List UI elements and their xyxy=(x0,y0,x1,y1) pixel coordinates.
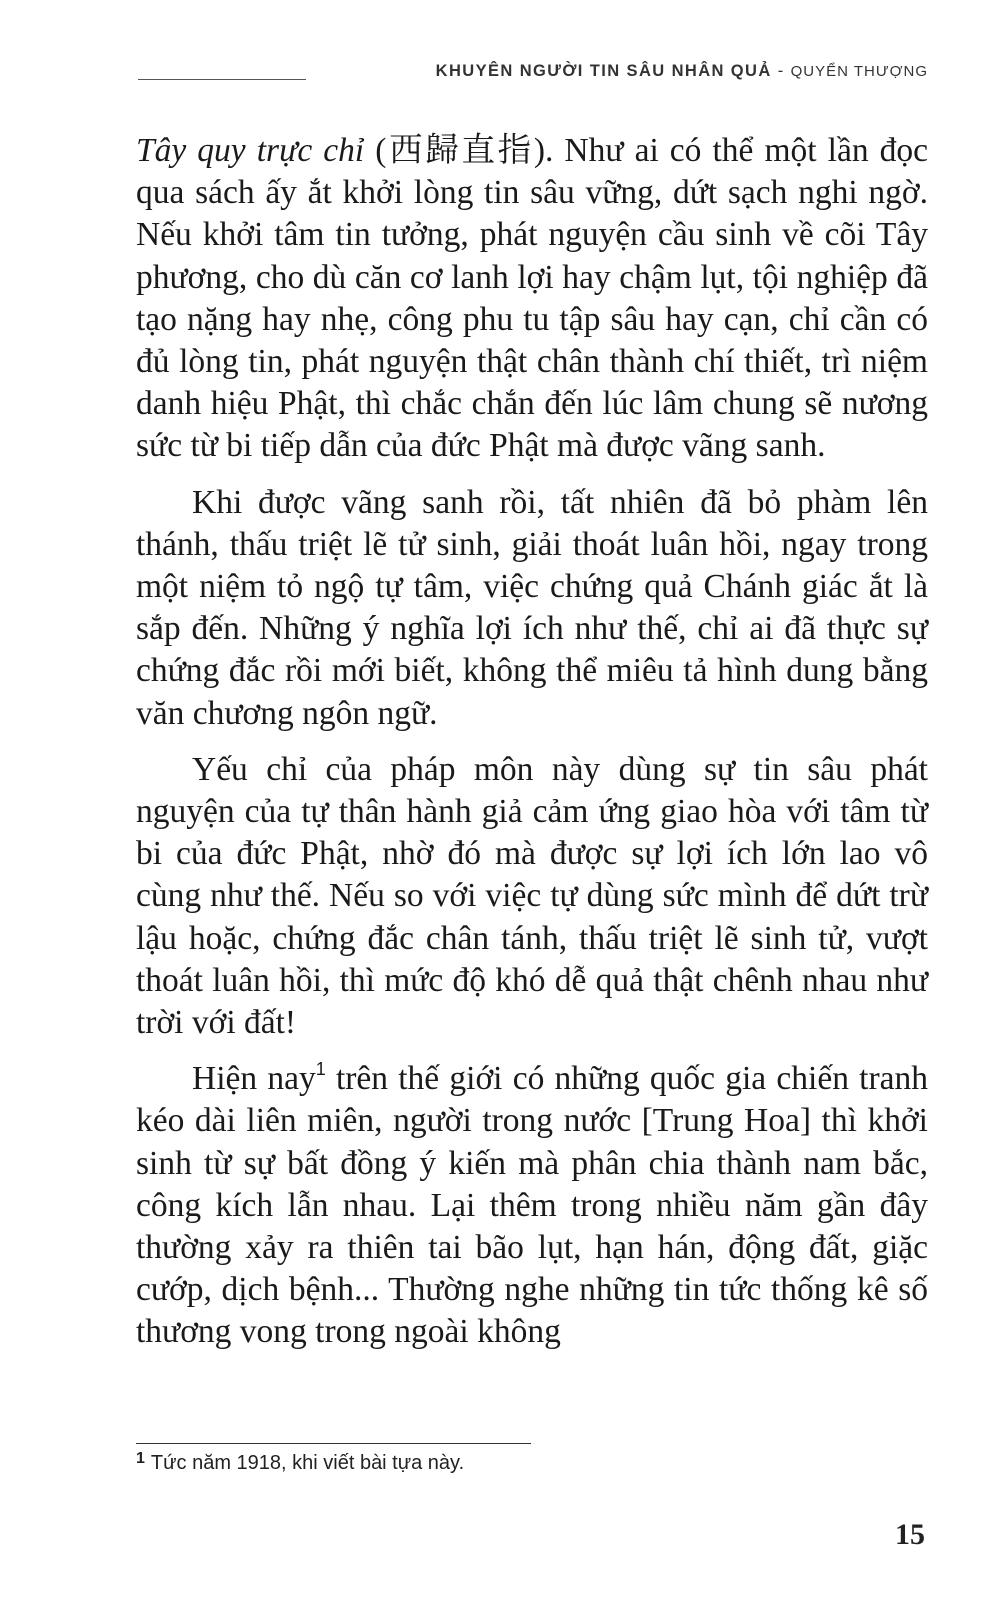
paragraph-4 xyxy=(136,1058,928,1353)
footnote-number: 1 xyxy=(136,1450,145,1467)
paragraph-text: Yếu chỉ của pháp môn này dùng sự tin sâu phát nguyện của tự thân hành giả cảm ứng giao hòa với tâm từ bi của đức Phật, nhờ đó mà được sự lợi ích lớn lao vô cùng như thế. Nếu so với việc tự dùng sức mình để dứt trừ lậu hoặc, chứng đắc chân tánh, thấu triệt lẽ sinh tử, vượt thoát luân hồi, thì mức độ khó dễ quả thật chênh nhau như trời với đất! xyxy=(136,750,928,1042)
page-number: 15 xyxy=(895,1518,925,1551)
running-header xyxy=(138,62,928,84)
book-title: KHUYÊN NGƯỜI TIN SÂU NHÂN QUẢ xyxy=(435,62,772,80)
paragraph-text: trên thế giới có những quốc gia chiến tranh kéo dài liên miên, người trong nước [Trung Hoa] thì khởi sinh từ sự bất đồng ý kiến mà phân chia thành nam bắc, công kích lẫn nhau. Lại thêm trong nhiều năm gần đây thường xảy ra thiên tai bão lụt, hạn hán, động đất, giặc cướp, dịch bệnh... Thường nghe những tin tức thống kê số thương vong trong ngoài không xyxy=(136,1060,928,1351)
book-reference: Tây quy trực chỉ xyxy=(136,132,365,169)
footnote-rule xyxy=(136,1443,531,1444)
paragraph-text: (西歸直指). Như ai có thể một lần đọc qua sách ấy ắt khởi lòng tin sâu vững, dứt sạch nghi ngờ. Nếu khởi tâm tin tưởng, phát nguyện cầu sinh về cõi Tây phương, cho dù căn cơ lanh lợi hay chậm lụt, tội nghiệp đã tạo nặng hay nhẹ, công phu tu tập sâu hay cạn, chỉ cần có đủ lòng tin, phát nguyện thật chân thành chí thiết, trì niệm danh hiệu Phật, thì chắc chắn đến lúc lâm chung sẽ nương sức từ bi tiếp dẫn của đức Phật mà được vãng sanh. xyxy=(136,132,928,465)
header-text xyxy=(436,62,928,81)
volume-label: QUYỂN THƯỢNG xyxy=(790,63,928,80)
header-rule xyxy=(138,79,306,80)
paragraph-1 xyxy=(136,130,928,468)
body-text xyxy=(136,130,928,1368)
paragraph-2 xyxy=(136,482,928,735)
footnote-reference: 1 xyxy=(315,1059,326,1080)
paragraph-text-lead: Hiện nay xyxy=(192,1060,316,1098)
footnote-text: Tức năm 1918, khi viết bài tựa này. xyxy=(150,1452,465,1474)
paragraph-text: Khi được vãng sanh rồi, tất nhiên đã bỏ phàm lên thánh, thấu triệt lẽ tử sinh, giải thoát luân hồi, ngay trong một niệm tỏ ngộ tự tâm, việc chứng quả Chánh giác ắt là sắp đến. Những ý nghĩa lợi ích như thế, chỉ ai đã thực sự chứng đắc rồi mới biết, không thể miêu tả hình dung bằng văn chương ngôn ngữ. xyxy=(136,483,928,732)
paragraph-3 xyxy=(136,749,928,1044)
header-separator: - xyxy=(777,62,785,80)
footnote xyxy=(136,1450,464,1475)
